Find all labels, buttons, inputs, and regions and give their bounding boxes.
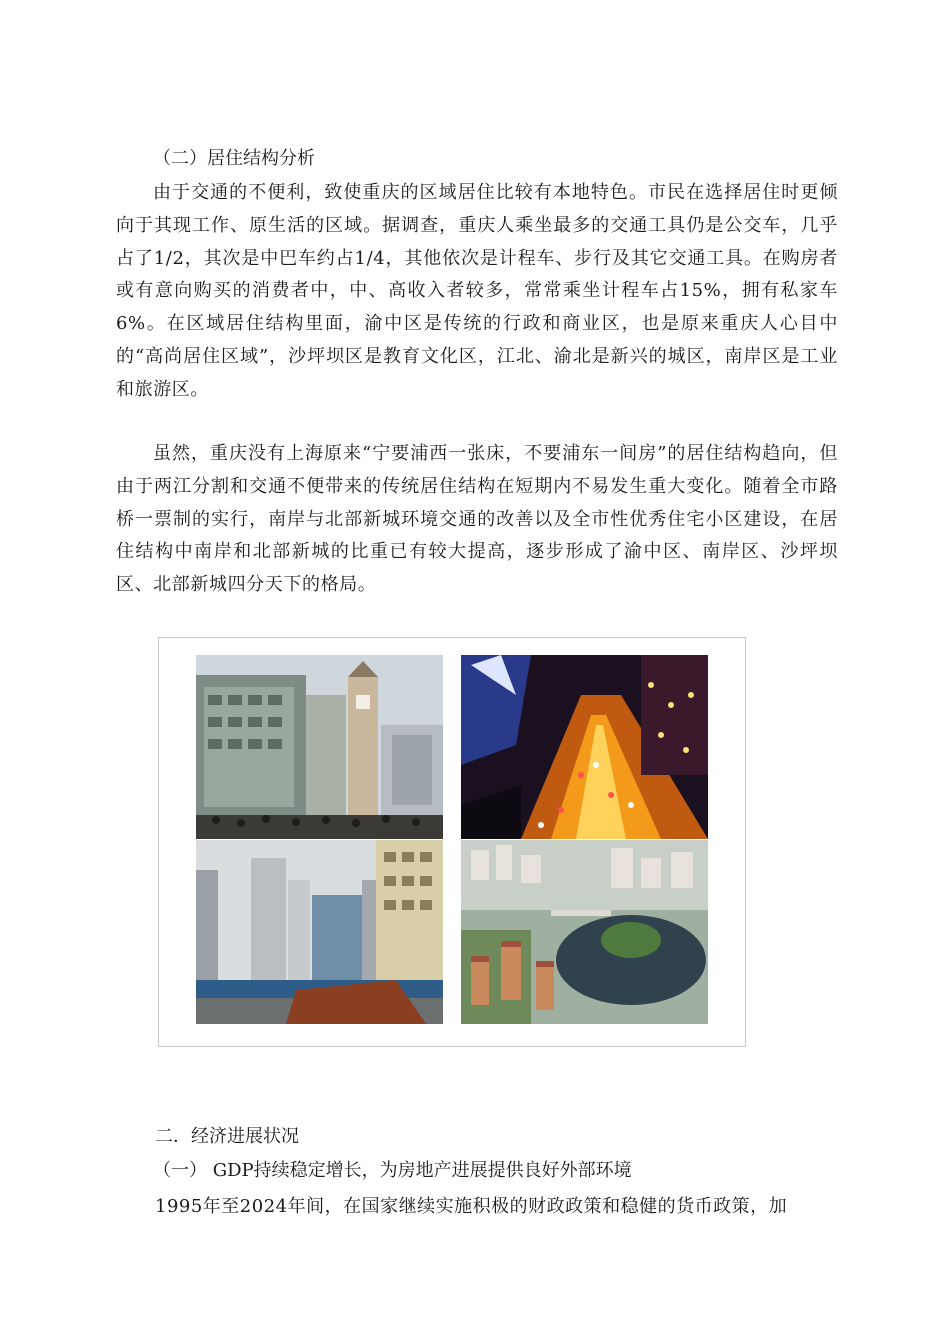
photo-aerial-residential <box>461 840 708 1024</box>
photo-collage <box>158 637 746 1047</box>
photo-riverside-buildings <box>196 840 443 1024</box>
section-2-heading: 二．经济进展状况 <box>155 1126 299 1147</box>
paragraph-residential-structure: 由于交通的不便利，致使重庆的区域居住比较有本地特色。市民在选择居住时更倾向于其现工作、原生活的区域。据调查，重庆人乘坐最多的交通工具仍是公交车，几乎占了1/2，其次是中巴车约占1/4，其他依次是计程车、步行及其它交通工具。在购房者或有意向购买的消费者中，中、高收入者较多，常常乘坐计程车占15%，拥有私家车6%。在区域居住结构里面，渝中区是传统的行政和商业区，也是原来重庆人心目中的“高尚居住区域”，沙坪坝区是教育文化区，江北、渝北是新兴的城区，南岸区是工业和旅游区。 <box>116 182 838 400</box>
section-heading: （二）居住结构分析 <box>153 148 315 169</box>
photo-city-plaza <box>196 655 443 839</box>
photo-night-traffic <box>461 655 708 839</box>
paragraph-economy-intro: 1995年至2024年间，在国家继续实施积极的财政政策和稳健的货币政策，加 <box>155 1196 788 1217</box>
subsection-heading: （一） GDP持续稳定增长，为房地产进展提供良好外部环境 <box>153 1160 632 1181</box>
paragraph-residential-trend: 虽然，重庆没有上海原来“宁要浦西一张床，不要浦东一间房”的居住结构趋向，但由于两江分割和交通不便带来的传统居住结构在短期内不易发生重大变化。随着全市路桥一票制的实行，南岸与北部新城环境交通的改善以及全市性优秀住宅小区建设，在居住结构中南岸和北部新城的比重已有较大提高，逐步形成了渝中区、南岸区、沙坪坝区、北部新城四分天下的格局。 <box>116 443 838 596</box>
